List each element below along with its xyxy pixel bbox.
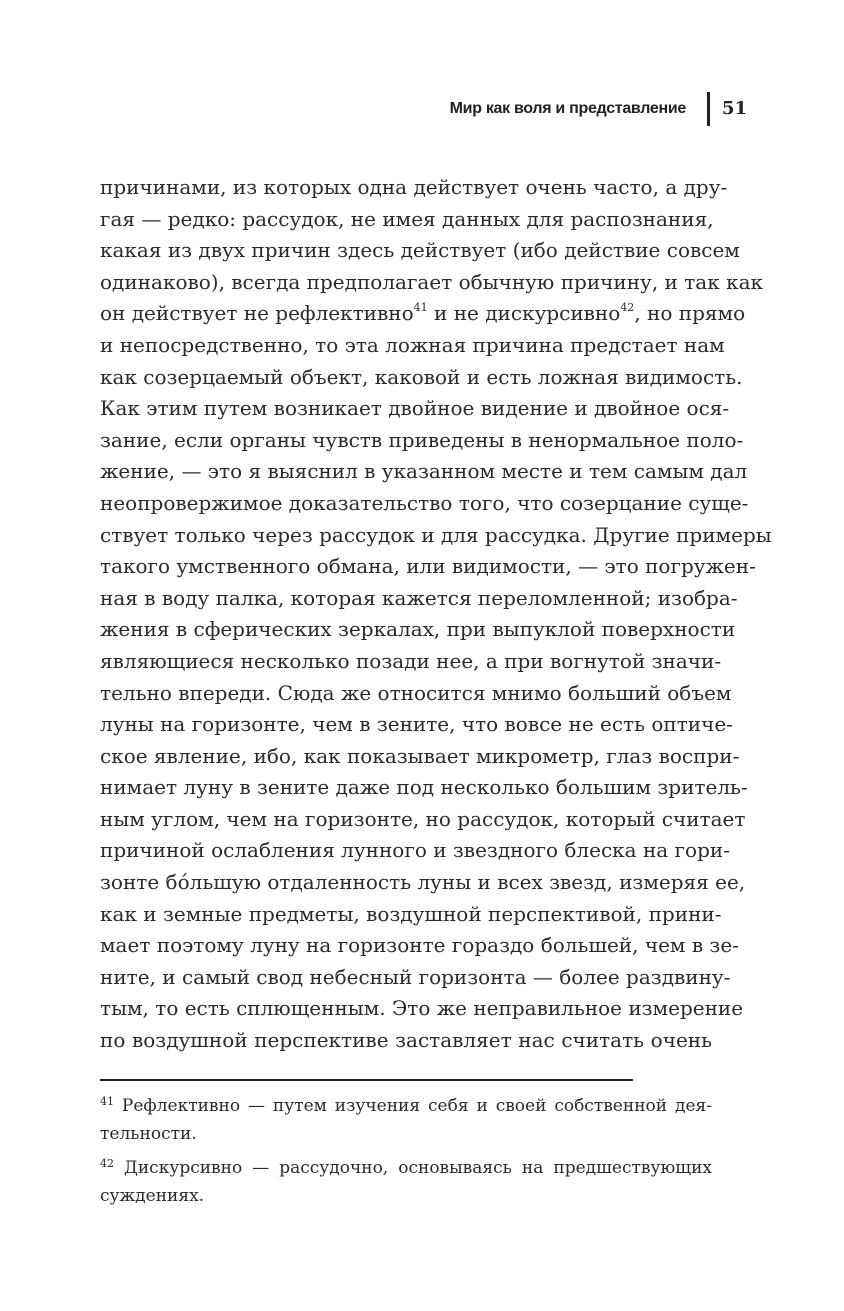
text-line: одинаково), всегда предполагает обычную причину, и так как xyxy=(100,269,763,294)
text-line: тым, то есть сплющенным. Это же неправильное измерение xyxy=(100,996,744,1021)
footnote-number-42: 42 xyxy=(100,1157,114,1170)
footnote-41-continuation: тельности. xyxy=(100,1124,197,1144)
text-line: ная в воду палка, которая кажется переломленной; изобра- xyxy=(100,585,738,610)
footnote-ref-41: 41 xyxy=(413,301,428,315)
text-line: ните, и самый свод небесный горизонта — более раздвину- xyxy=(100,964,731,989)
header-divider xyxy=(707,92,710,126)
text-line: как и земные предметы, воздушной перспективой, прини- xyxy=(100,901,722,926)
footnote-text: Дискурсивно — рассудочно, основываясь на предшествующих xyxy=(114,1158,712,1178)
text-line: Как этим путем возникает двойное видение и двойное ося- xyxy=(100,396,730,421)
footnote-text: Рефлективно — путем изучения себя и своей собственной дея- xyxy=(114,1096,712,1116)
text-line: жение, — это я выяснил в указанном месте и тем самым дал xyxy=(100,459,748,484)
text-line: по воздушной перспективе заставляет нас считать очень xyxy=(100,1028,712,1053)
text-line: гая — редко: рассудок, не имея данных для распознания, xyxy=(100,206,714,231)
text-line: ствует только через рассудок и для рассудка. Другие примеры xyxy=(100,522,772,547)
text-line: жения в сферических зеркалах, при выпуклой поверхности xyxy=(100,617,736,642)
running-header xyxy=(0,92,844,126)
text-line: и непосредственно, то эта ложная причина предстает нам xyxy=(100,332,725,357)
running-title: Мир как воля и представление xyxy=(449,100,686,117)
footnote-41 xyxy=(100,1092,712,1120)
text-segment: и не дискурсивно xyxy=(427,301,621,326)
text-line: зонте бóльшую отдаленность луны и всех звезд, измеряя ее, xyxy=(100,870,746,895)
text-line: зание, если органы чувств приведены в ненормальное поло- xyxy=(100,427,744,452)
text-line: какая из двух причин здесь действует (ибо действие совсем xyxy=(100,238,740,263)
text-line: луны на горизонте, чем в зените, что вовсе не есть оптиче- xyxy=(100,712,733,737)
text-segment: он действует не рефлективно xyxy=(100,301,414,326)
text-line: мает поэтому луну на горизонте гораздо большей, чем в зе- xyxy=(100,933,739,958)
text-line: нимает луну в зените даже под несколько большим зритель- xyxy=(100,775,748,800)
text-line: причиной ослабления лунного и звездного блеска на гори- xyxy=(100,838,730,863)
footnote-divider xyxy=(100,1079,633,1081)
text-line: такого умственного обмана, или видимости, — это погружен- xyxy=(100,554,756,579)
body-text xyxy=(100,172,772,1057)
text-line: ным углом, чем на горизонте, но рассудок, который считает xyxy=(100,806,746,831)
text-line: являющиеся несколько позади нее, а при вогнутой значи- xyxy=(100,648,722,673)
footnote-ref-42: 42 xyxy=(620,301,635,315)
page-number: 51 xyxy=(722,98,748,119)
footnote-42 xyxy=(100,1154,712,1182)
footnote-42-continuation: суждениях. xyxy=(100,1186,205,1206)
text-line: ское явление, ибо, как показывает микрометр, глаз воспри- xyxy=(100,743,740,768)
text-line: причинами, из которых одна действует очень часто, а дру- xyxy=(100,175,728,199)
text-line: тельно впереди. Сюда же относится мнимо больший объем xyxy=(100,680,732,705)
text-line: как созерцаемый объект, каковой и есть ложная видимость. xyxy=(100,364,743,389)
text-line-with-footnote-refs xyxy=(100,298,746,330)
footnotes xyxy=(100,1092,712,1210)
footnote-number-41: 41 xyxy=(100,1095,114,1108)
text-line: неопровержимое доказательство того, что созерцание суще- xyxy=(100,490,749,515)
text-segment: , но прямо xyxy=(634,301,746,326)
